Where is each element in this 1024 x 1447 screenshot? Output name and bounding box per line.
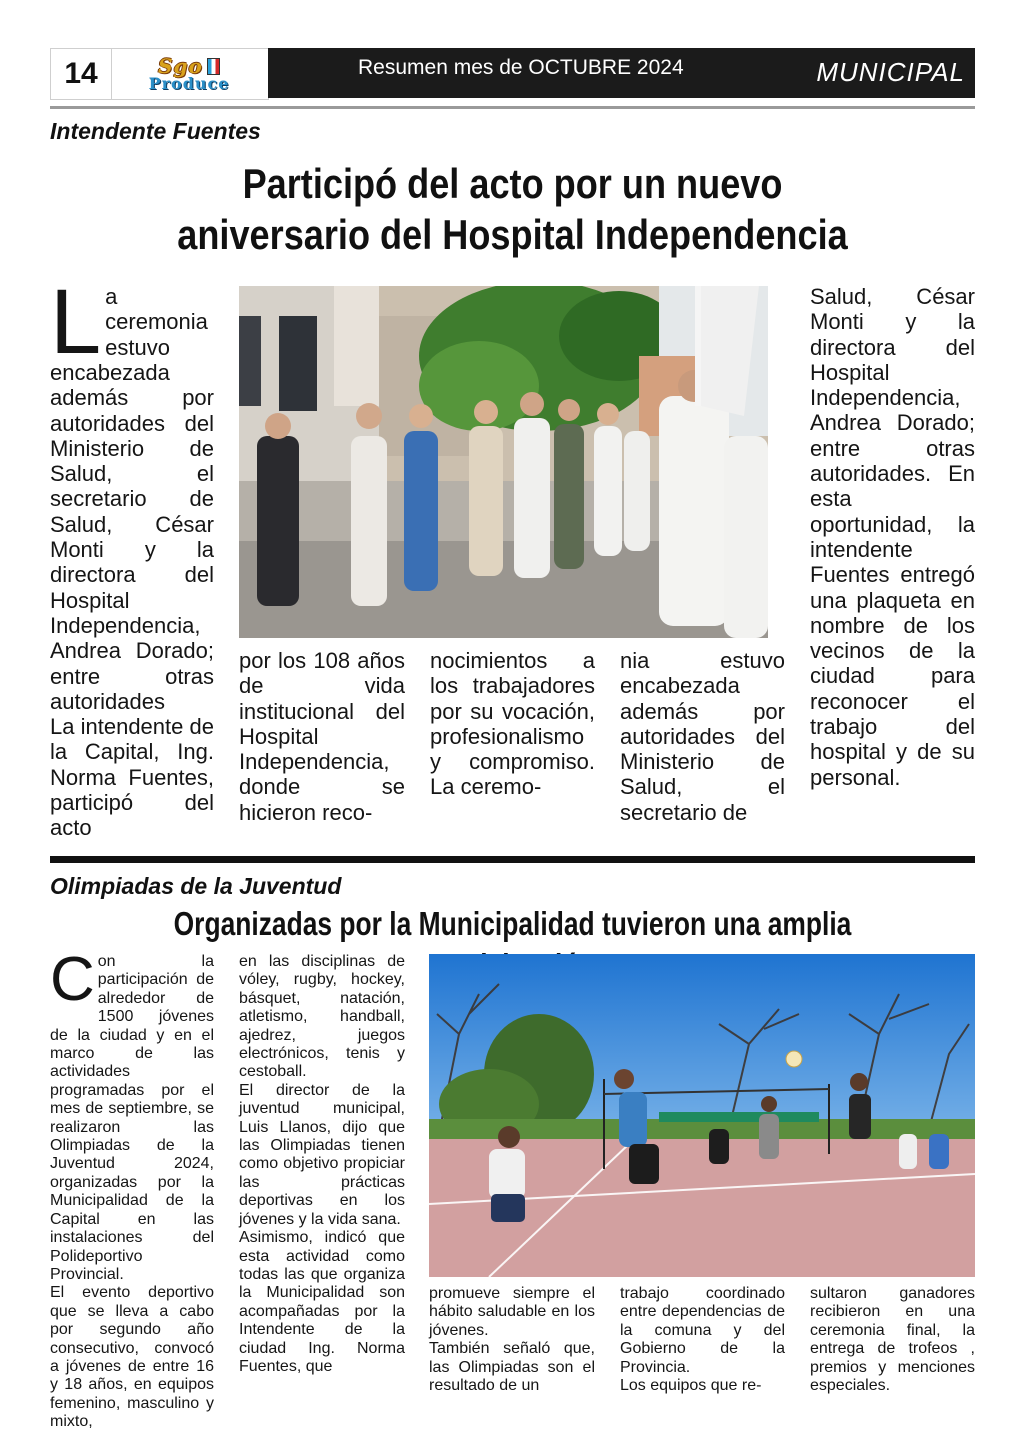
article2-paragraph: sultaron ganadores recibieron en una ceremonia final, la entrega de trofeos , premios y menciones especiales. (810, 1285, 975, 1395)
drop-cap: L (50, 271, 102, 373)
article1-column-5 (810, 284, 975, 790)
article1-kicker: Intendente Fuentes (50, 118, 261, 144)
article2-paragraph: en las disciplinas de vóley, rugby, hockey, básquet, natación, atletismo, handball, ajedrez, juegos electrónicos, tenis y cestoball. (239, 953, 405, 1081)
article2-kicker: Olimpiadas de la Juventud (50, 873, 342, 899)
section-name: MUNICIPAL (816, 57, 965, 87)
article2-paragraph: promueve siempre el hábito saludable en los jóvenes. (429, 1285, 595, 1339)
ceremony-photo-illustration (239, 286, 768, 638)
article1-column-4 (620, 648, 785, 825)
article1-headline-line1: Participó del acto por un nuevo (242, 160, 783, 207)
volleyball-photo-illustration (429, 954, 975, 1277)
article1-paragraph: nocimientos a los trabajadores por su vocación, profesionalismo y compromiso. La ceremo- (430, 648, 595, 800)
article2-column-2 (239, 953, 405, 1376)
article1-paragraph: Salud, César Monti y la directora del Hospital Independencia, Andrea Dorado; entre otras autoridades. En esta oportunidad, la intendente Fuentes entregó una plaqueta en nombre de los vecinos de la ciudad para reconocer el trabajo del hospital y de su personal. (810, 284, 975, 790)
article2-paragraph: El evento deportivo que se lleva a cabo por segundo año consecutivo, convocó a jóvenes de entre 16 y 18 años, en equipos femenino, masculino y mixto, (50, 1284, 214, 1431)
article2-headline: Organizadas por la Municipalidad tuvieron una amplia (173, 905, 852, 942)
article2-paragraph: Los equipos que re- (620, 1377, 762, 1395)
article1-column-1 (50, 271, 214, 841)
logo-produce-text: Produce (148, 74, 230, 93)
volleyball-photo (429, 954, 975, 1277)
article2-paragraph: El director de la juventud municipal, Luis Llanos, dijo que las Olimpiadas tienen como objetivo propiciar las prácticas deportivas en los jóvenes y la vida sana. (239, 1081, 405, 1228)
logo-top (158, 56, 220, 76)
article2-paragraph: Asimismo, indicó que esta actividad como todas las que organiza la Municipalidad son acompañadas por la Intendente de la ciudad Ing. Norma Fuentes, que (239, 1229, 405, 1375)
article2-paragraph: on la participación de alrededor de 1500 jóvenes de la ciudad y en el marco de las actividades programadas por el mes de septiembre, se realizaron las Olimpiadas de la Juventud 2024, organizadas por la Municipalidad de la Capital en las instalaciones del Polideportivo Provincial. (50, 953, 214, 1283)
issue-summary: Resumen mes de OCTUBRE 2024 (358, 56, 684, 79)
sgo-produce-logo (110, 48, 269, 100)
article2-column-4 (620, 1285, 785, 1395)
drop-cap: C (50, 945, 95, 1014)
article1-paragraph: a ceremonia estuvo encabezada además por autoridades del Ministerio de Salud, el secretario de Salud, César Monti y la directora del Hospital Independencia, Andrea Dorado; entre otras autoridades (50, 284, 214, 714)
article2-paragraph: trabajo coordinado entre dependencias de la comuna y del Gobierno de la Provincia. (620, 1285, 785, 1376)
article1-column-3 (430, 648, 595, 800)
flag-icon (207, 58, 220, 75)
article1-paragraph: por los 108 años de vida institucional del Hospital Independencia, donde se hicieron reco- (239, 648, 405, 825)
ceremony-photo (239, 286, 768, 638)
article2-paragraph: También señaló que, las Olimpiadas son el resultado de un (429, 1340, 595, 1395)
section-divider (50, 856, 975, 863)
article2-column-1 (50, 945, 214, 1432)
article2-column-3 (429, 1285, 595, 1395)
article1-paragraph: La intendente de la Capital, Ing. Norma Fuentes, participó del acto (50, 714, 214, 841)
article2-column-5 (810, 1285, 975, 1395)
article1-column-2 (239, 648, 405, 825)
article1-paragraph: nia estuvo encabezada además por autoridades del Ministerio de Salud, el secretario de (620, 648, 785, 825)
logo-sgo-text: Sgo (158, 54, 203, 78)
article1-headline (115, 158, 911, 260)
header-rule (50, 106, 975, 109)
header-band (268, 48, 975, 98)
page-number: 14 (50, 48, 112, 100)
article1-headline-line2: aniversario del Hospital Independencia (177, 211, 848, 258)
